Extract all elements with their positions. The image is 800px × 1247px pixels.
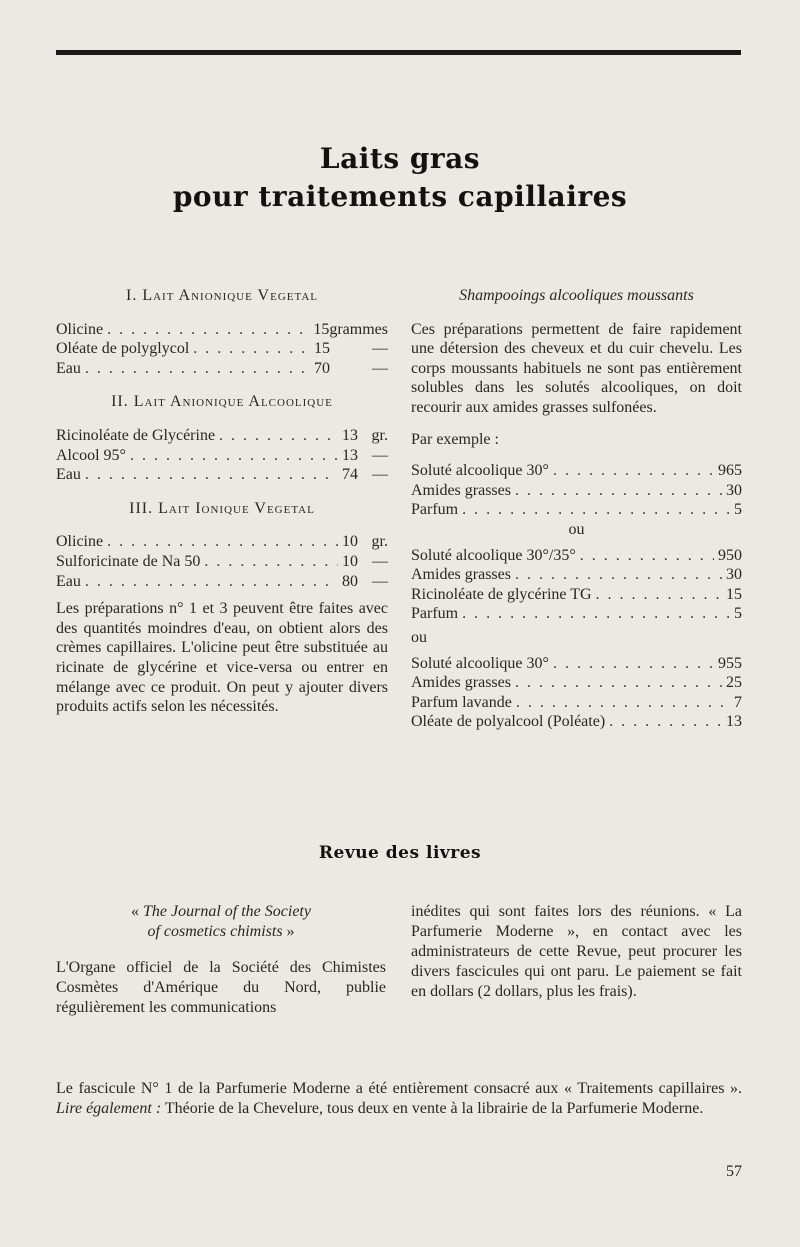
formula-row: Oléate de polyglycol . . . 15 — [56, 339, 388, 359]
formula-list [411, 461, 742, 520]
page-number: 57 [726, 1163, 742, 1180]
formula-row: Amides grasses . . . 25 [411, 673, 742, 693]
book-review-heading: Revue des livres [318, 843, 482, 863]
formula-row: Olicine . . . 15 grammes [56, 320, 388, 340]
formula-row: Amides grasses . . . 30 [411, 481, 742, 501]
formula-list [411, 546, 742, 624]
article-title-line1: Laits gras [319, 142, 481, 175]
book-review-left [56, 902, 386, 1018]
ou-separator: ou [568, 520, 585, 538]
formula-row: Soluté alcoolique 30°/35° . . . 950 [411, 546, 742, 566]
formula-row: Eau . . . 74 — [56, 465, 388, 485]
formula-row: Parfum lavande . . . 7 [411, 693, 742, 713]
ou-separator: ou [411, 628, 427, 646]
formula-row: Alcool 95° . . . 13 — [56, 446, 388, 466]
left-column [56, 286, 388, 717]
book-review-text: L'Organe officiel de la Société des Chimistes Cosmètes d'Amérique du Nord, publie régulièrement les communications [56, 959, 386, 1016]
section-heading: Shampooings alcooliques moussants [459, 287, 694, 304]
intro-paragraph: Ces préparations permettent de faire rapidement une détersion des cheveux et du cuir chevelu. Les corps moussants habituels ne sont pas entièrement solubles dans les solutés alcooliques, on doit recourir aux amides grasses sulfonées. [411, 320, 742, 416]
formula-row: Oléate de polyalcool (Poléate) . . . 13 [411, 712, 742, 732]
right-column [411, 286, 742, 732]
formula-row: Eau . . . 80 — [56, 572, 388, 592]
formula-list [56, 320, 388, 379]
par-exemple-label: Par exemple : [411, 430, 499, 448]
formula-row: Ricinoléate de glycérine TG . . . 15 [411, 585, 742, 605]
article-title-line2: pour traitements capillaires [172, 180, 628, 213]
formula-row: Ricinoléate de Glycérine . . . 13 gr. [56, 426, 388, 446]
section-heading: III. Lait Ionique Vegetal [129, 499, 315, 517]
book-review-right: inédites qui sont faites lors des réunions. « La Parfumerie Moderne », en contact avec les administrateurs de cette Revue, peut procurer les divers fascicules qui ont paru. Le paiement se fait en dollars (2 dollars, plus les frais). [411, 903, 742, 1000]
section-heading: II. Lait Anionique Alcoolique [111, 393, 333, 411]
footer-note: Le fascicule N° 1 de la Parfumerie Moderne a été entièrement consacré aux « Traitements capillaires ». Lire également : Théorie de la Chevelure, tous deux en vente à la librairie de la Parfumerie Moderne. [56, 1080, 742, 1117]
left-paragraph: Les préparations n° 1 et 3 peuvent être faites avec des quantités moindres d'eau, on obtient alors des crèmes capillaires. L'olicine peut être substituée au ricinate de glycérine et vice-versa ou entrer en mélange avec ce produit. On peut y ajouter divers produits actifs selon les nécessités. [56, 600, 388, 716]
formula-row: Parfum . . . 5 [411, 500, 742, 520]
formula-row: Soluté alcoolique 30° . . . 955 [411, 654, 742, 674]
top-rule [56, 50, 741, 55]
formula-row: Parfum . . . 5 [411, 604, 742, 624]
formula-list [411, 654, 742, 732]
formula-row: Sulforicinate de Na 50 . . . 10 — [56, 552, 388, 572]
book-title: « The Journal of the Society of cosmetics chimists » [131, 903, 311, 940]
formula-list [56, 532, 388, 591]
formula-list [56, 426, 388, 485]
formula-row: Eau . . . 70 — [56, 359, 388, 379]
formula-row: Soluté alcoolique 30° . . . 965 [411, 461, 742, 481]
section-heading: I. Lait Anionique Vegetal [125, 287, 318, 304]
formula-row: Olicine . . . 10 gr. [56, 532, 388, 552]
formula-row: Amides grasses . . . 30 [411, 565, 742, 585]
